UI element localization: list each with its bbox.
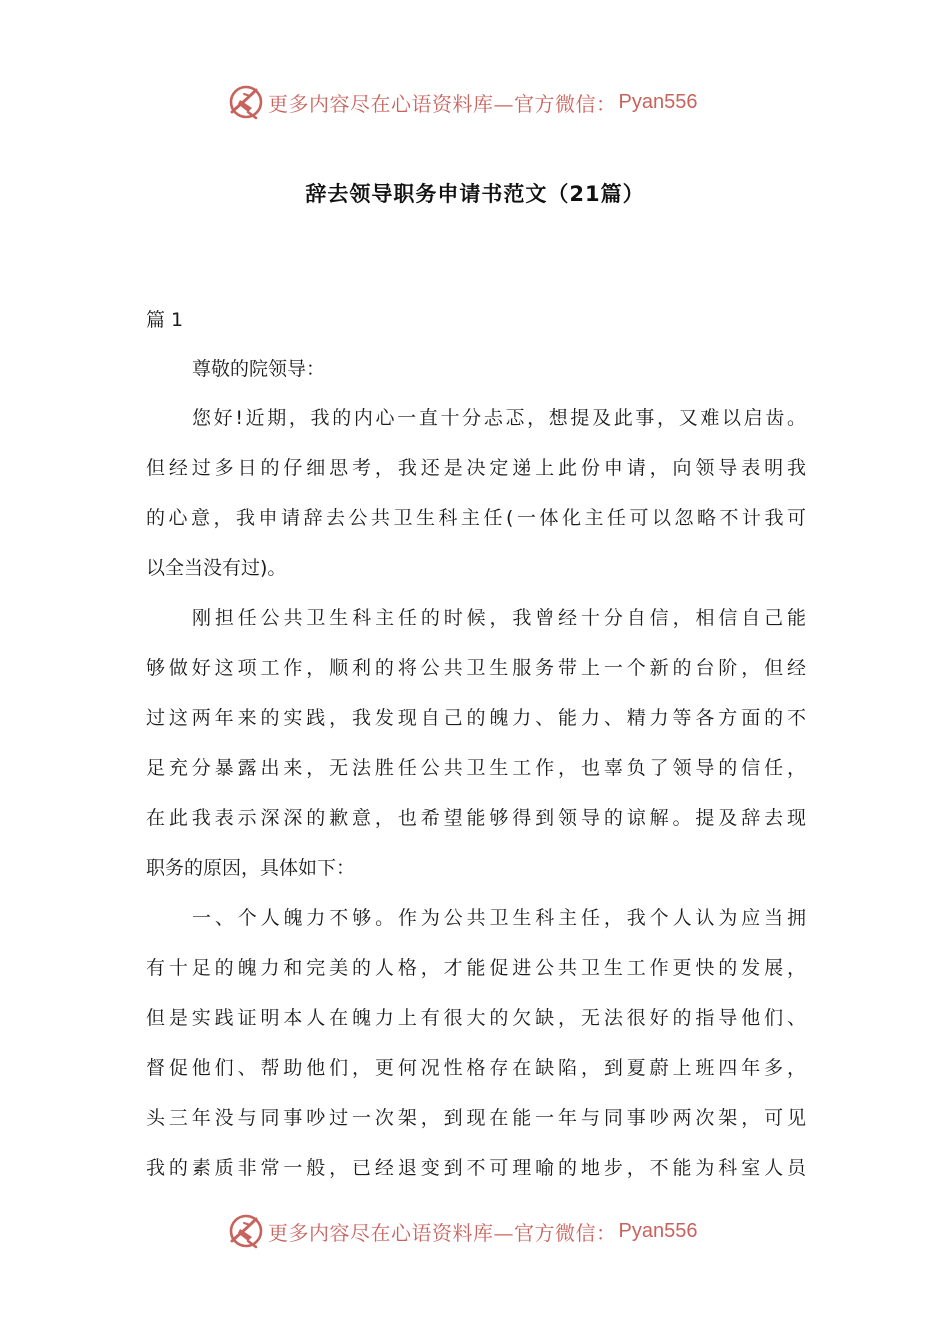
watermark-text: 更多内容尽在心语资料库—官方微信： xyxy=(268,91,617,116)
paragraph-line: 但经过多日的仔细思考，我还是决定递上此份申请，向领导表明我 xyxy=(146,457,806,479)
paragraph-line: 足充分暴露出来，无法胜任公共卫生工作，也辜负了领导的信任， xyxy=(146,757,806,779)
salutation: 尊敬的院领导： xyxy=(192,358,326,380)
paragraph-line: 职务的原因，具体如下： xyxy=(146,857,356,879)
paragraph-line: 头三年没与同事吵过一次架，到现在能一年与同事吵两次架，可见 xyxy=(146,1107,806,1129)
paragraph-line: 够做好这项工作，顺利的将公共卫生服务带上一个新的台阶，但经 xyxy=(146,657,806,679)
paragraph-line: 有十足的魄力和完美的人格，才能促进公共卫生工作更快的发展， xyxy=(146,957,806,979)
paragraph-line: 过这两年来的实践，我发现自己的魄力、能力、精力等各方面的不 xyxy=(146,707,806,729)
pen-circle-logo-icon xyxy=(226,1211,266,1251)
paragraph-line: 一、个人魄力不够。作为公共卫生科主任，我个人认为应当拥 xyxy=(192,907,806,929)
watermark-text: 更多内容尽在心语资料库—官方微信： xyxy=(268,1220,617,1245)
paragraph-line: 刚担任公共卫生科主任的时候，我曾经十分自信，相信自己能 xyxy=(192,607,806,629)
watermark-wechat-id: Pyan556 xyxy=(618,90,698,113)
paragraph-line: 但是实践证明本人在魄力上有很大的欠缺，无法很好的指导他们、 xyxy=(146,1007,806,1029)
watermark-wechat-id: Pyan556 xyxy=(618,1219,698,1242)
paragraph-line: 以全当没有过)。 xyxy=(146,557,287,579)
paragraph-line: 我的素质非常一般，已经退变到不可理喻的地步，不能为科室人员 xyxy=(146,1157,806,1179)
section-label: 篇 1 xyxy=(146,309,184,331)
pen-circle-logo-icon xyxy=(226,82,266,122)
paragraph-line: 在此我表示深深的歉意，也希望能够得到领导的谅解。提及辞去现 xyxy=(146,807,806,829)
document-title: 辞去领导职务申请书范文（21篇） xyxy=(305,182,645,206)
paragraph-line: 的心意，我申请辞去公共卫生科主任(一体化主任可以忽略不计我可 xyxy=(146,507,806,529)
paragraph-line: 您好!近期，我的内心一直十分忐忑，想提及此事，又难以启齿。 xyxy=(192,407,806,429)
paragraph-line: 督促他们、帮助他们，更何况性格存在缺陷，到夏蔚上班四年多， xyxy=(146,1057,806,1079)
header-watermark xyxy=(226,82,697,122)
footer-watermark xyxy=(226,1211,697,1251)
